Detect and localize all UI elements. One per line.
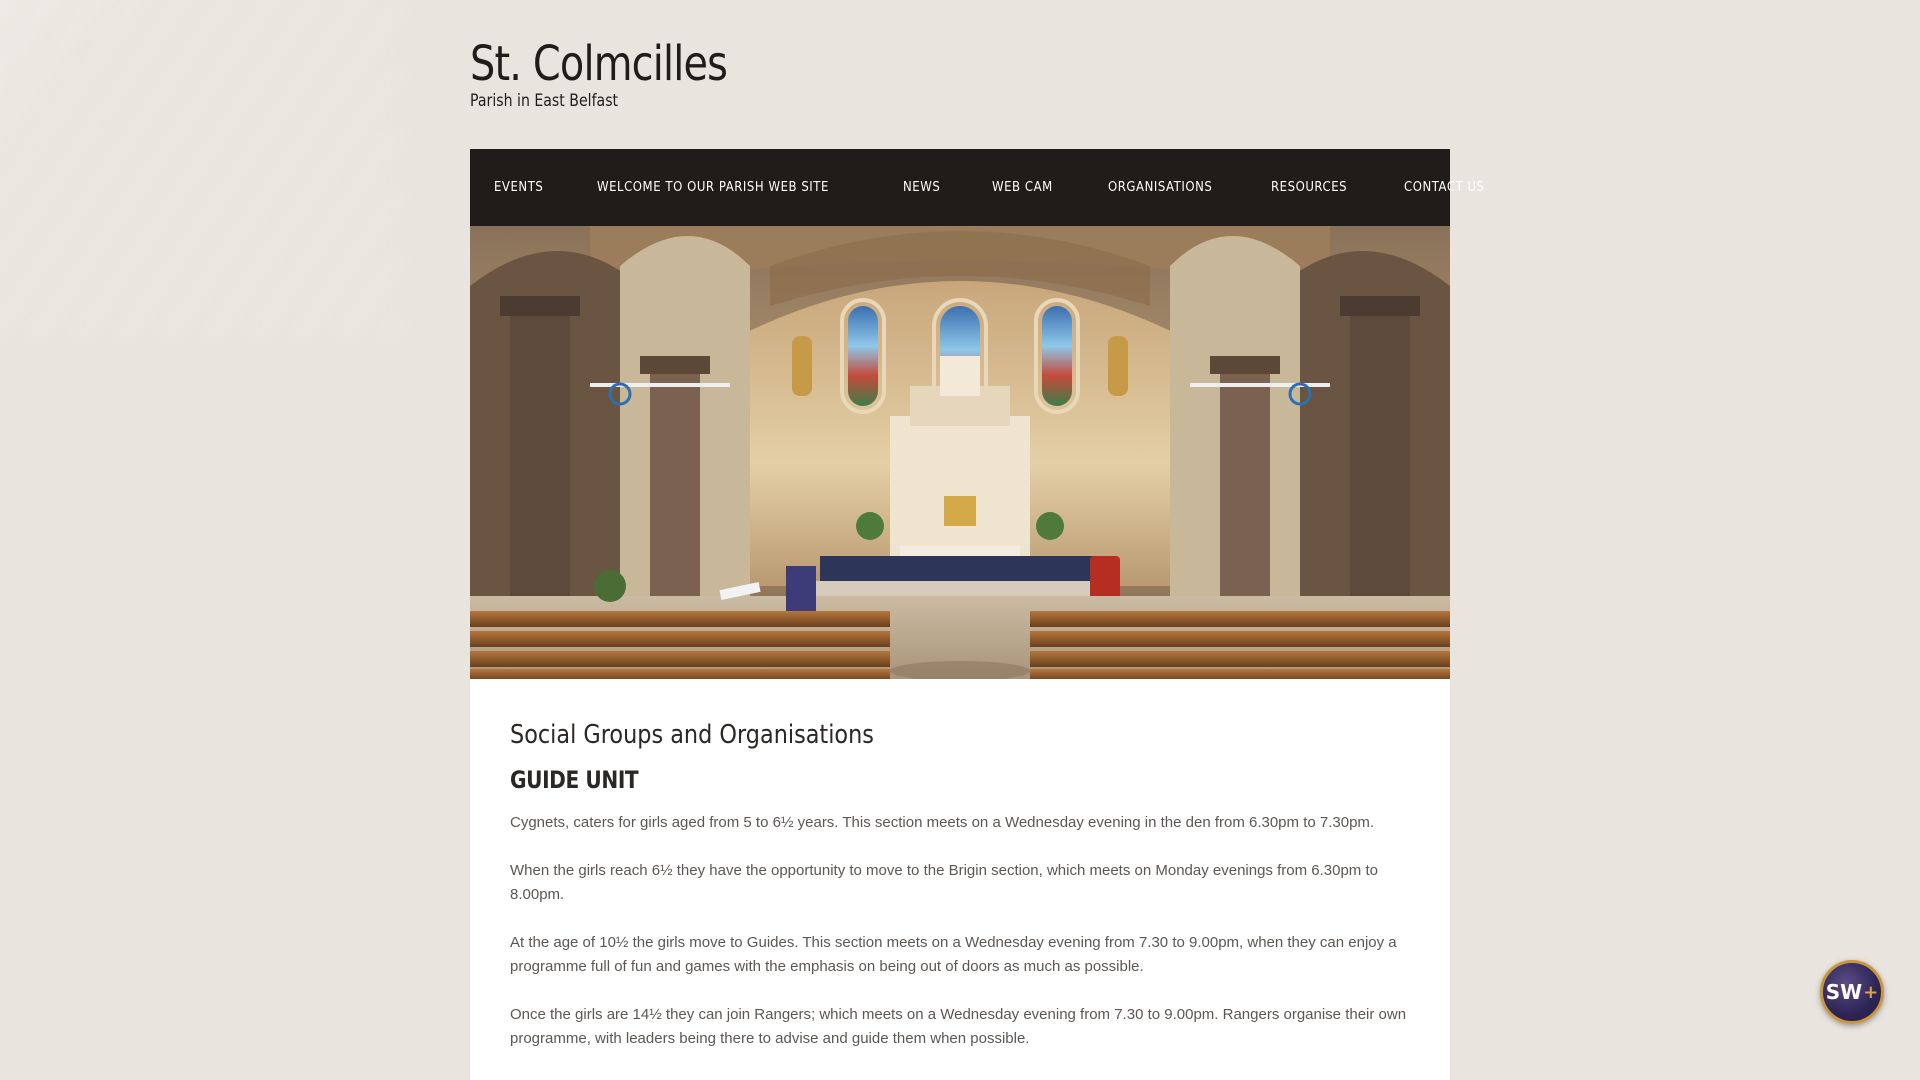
content-card (470, 679, 1450, 1080)
paragraph-brigin: When the girls reach 6½ they have the opportunity to move to the Brigin section, which meets on Monday evenings from 6.30pm to 8.00pm. (510, 862, 1378, 903)
section-heading-guide-unit: GUIDE UNIT (510, 766, 639, 794)
site-tagline: Parish in East Belfast (470, 91, 619, 111)
paragraph-cygnets: Cygnets, caters for girls aged from 5 to 6½ years. This section meets on a Wednesday evening in the den from 6.30pm to 7.30pm. (510, 814, 1375, 831)
church-interior-photo (470, 226, 1450, 679)
sw-plus-badge-button[interactable] (1820, 960, 1884, 1024)
site-header (470, 36, 1450, 112)
site-title[interactable]: St. Colmcilles (470, 36, 728, 92)
nav-item-contact-us[interactable]: CONTACT US (1404, 180, 1485, 195)
nav-item-resources[interactable]: RESOURCES (1271, 180, 1348, 195)
hero-image (470, 226, 1450, 679)
badge-text: SW (1825, 980, 1863, 1004)
nav-item-web-cam[interactable]: WEB CAM (991, 180, 1053, 195)
paragraph-rangers: Once the girls are 14½ they can join Rangers; which meets on a Wednesday evening from 7.30 to 9.00pm. Rangers organise their own programme, with leaders being there to advise and guide them when possible. (510, 1006, 1407, 1047)
page-title: Social Groups and Organisations (510, 720, 874, 750)
main-navigation (470, 149, 1485, 226)
background-light-rays (0, 0, 400, 340)
nav-item-organisations[interactable]: ORGANISATIONS (1107, 180, 1212, 195)
nav-item-welcome[interactable]: WELCOME TO OUR PARISH WEB SITE (596, 180, 829, 195)
plus-icon: + (1863, 981, 1879, 1003)
nav-item-news[interactable]: NEWS (902, 180, 940, 195)
paragraph-guides: At the age of 10½ the girls move to Guides. This section meets on a Wednesday evening from 7.30 to 9.00pm, when they can enjoy a programme full of fun and games with the emphasis on being out of doors as much as possible. (510, 934, 1397, 975)
nav-item-events[interactable]: EVENTS (494, 180, 544, 195)
